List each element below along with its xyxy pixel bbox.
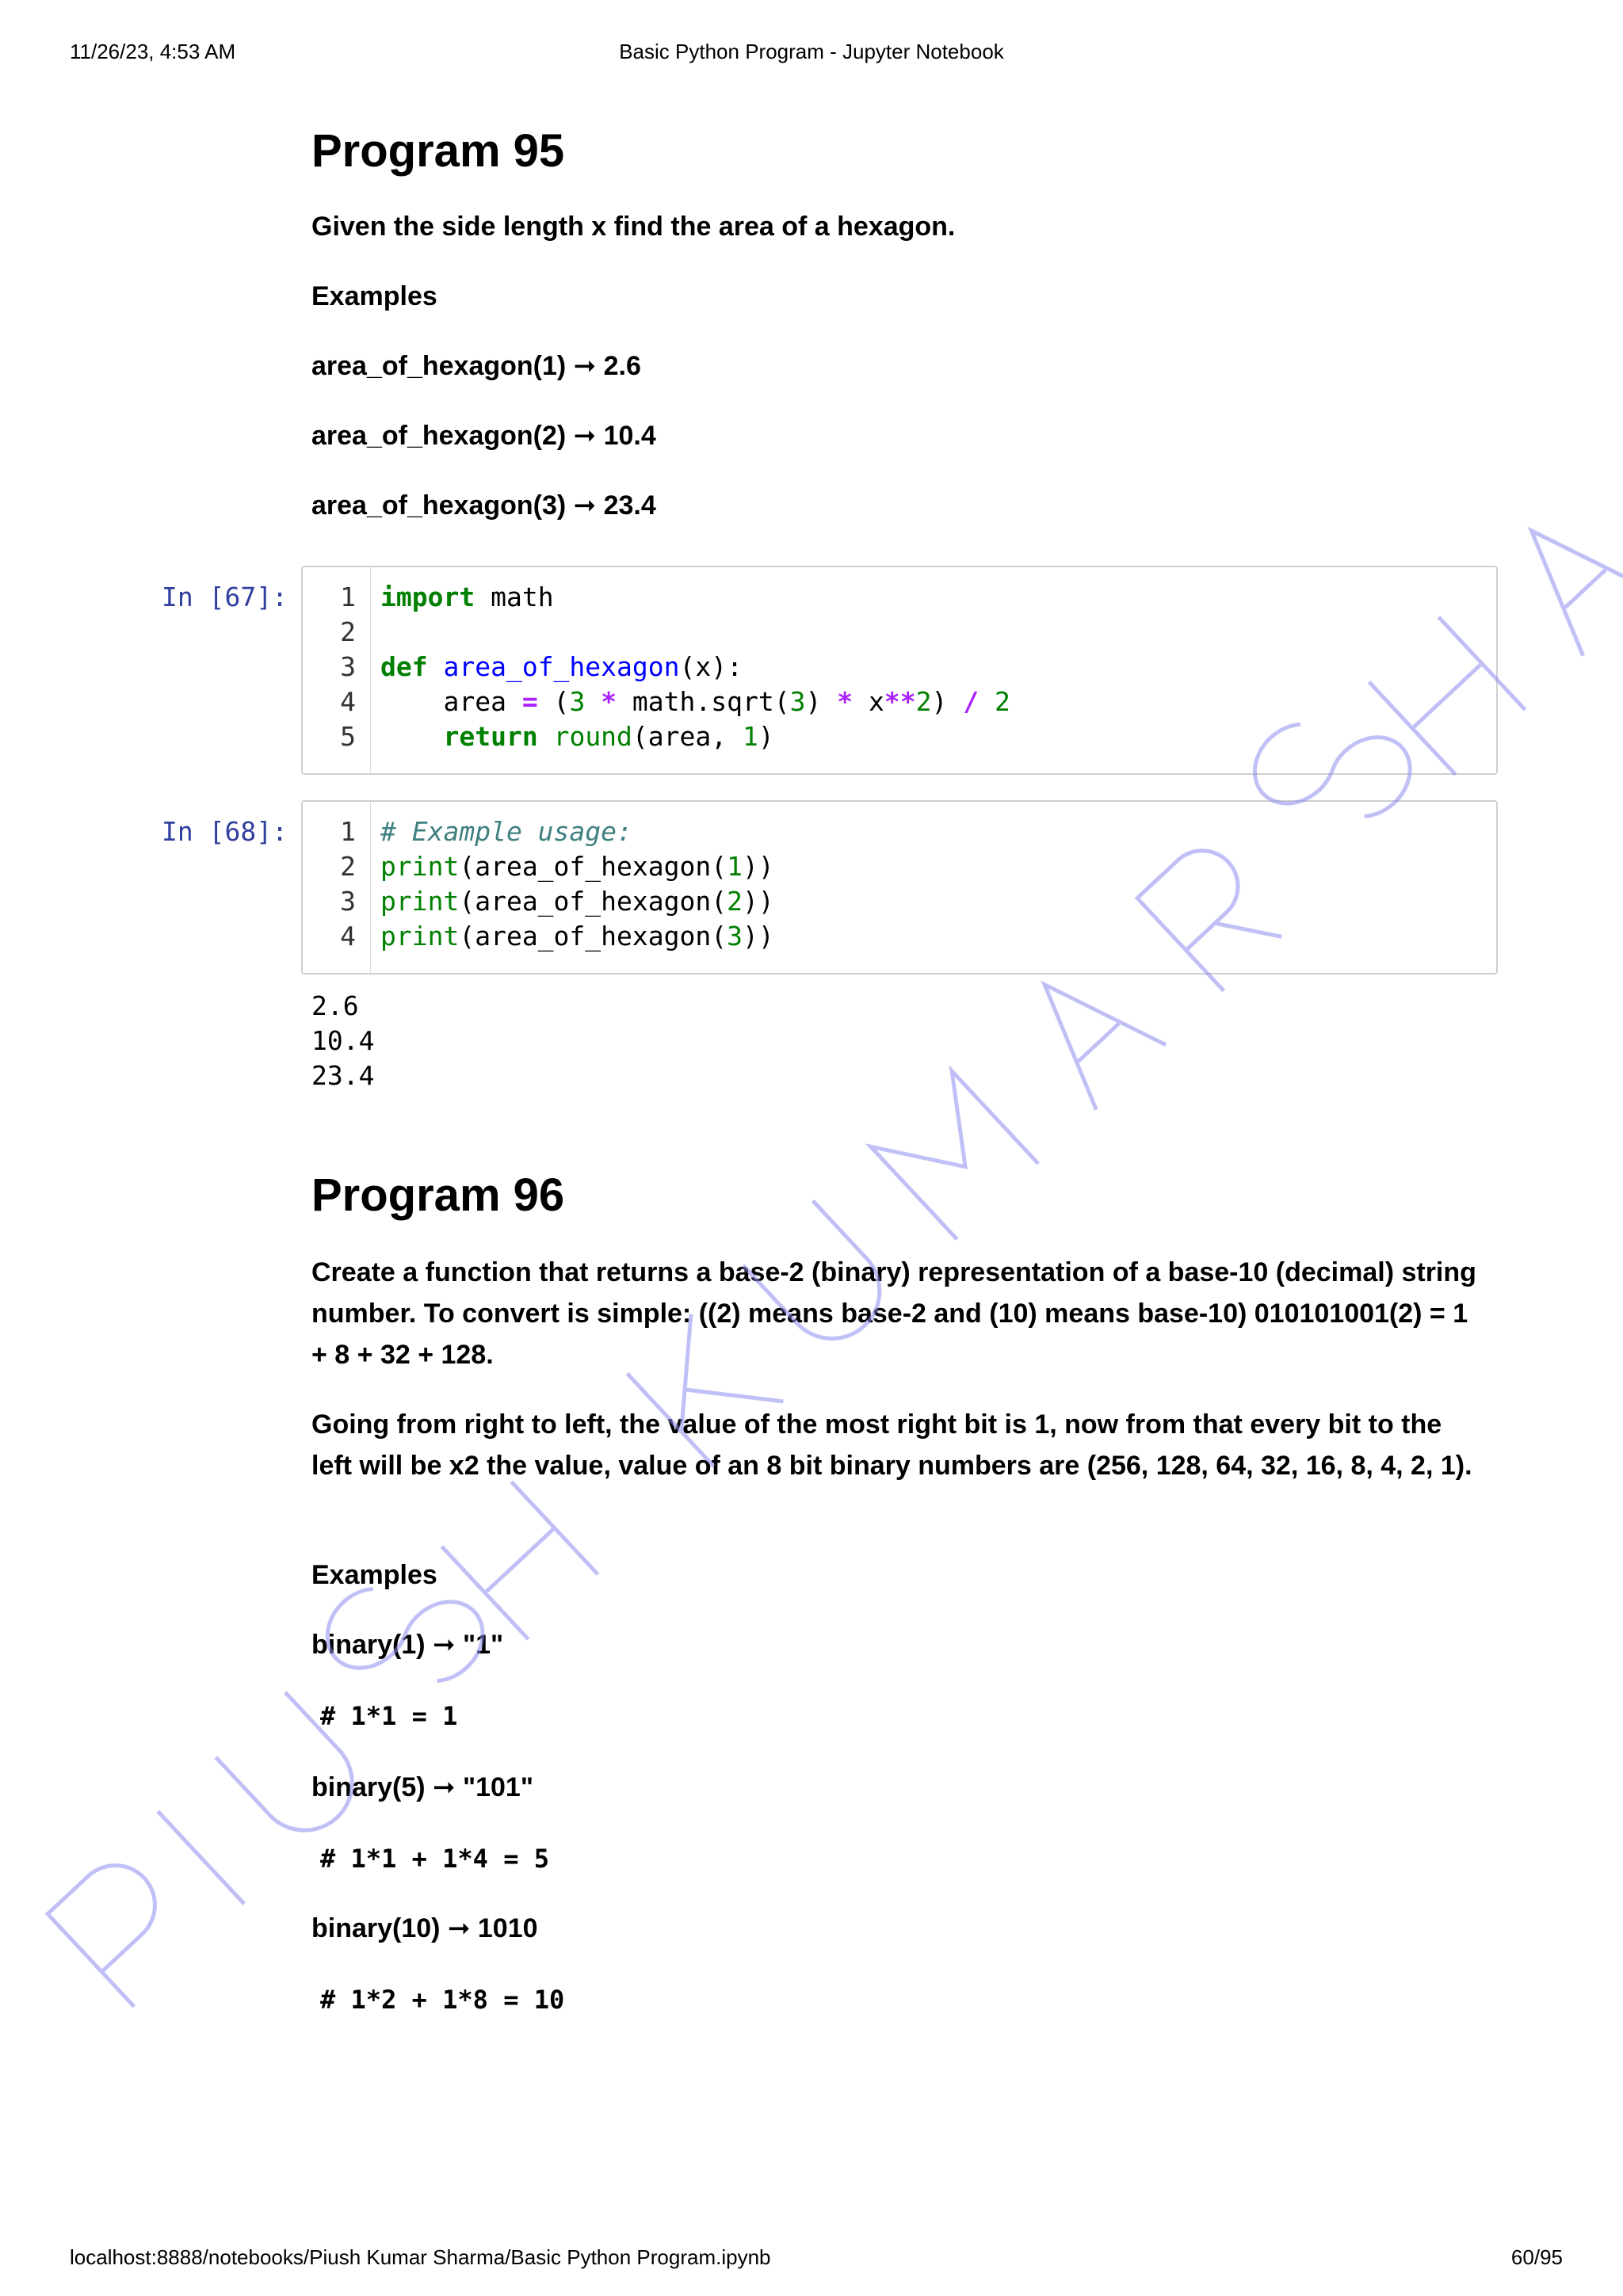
- print-page-url: localhost:8888/notebooks/Piush Kumar Sharma/Basic Python Program.ipynb: [70, 2245, 771, 2269]
- cell-68-prompt: In [68]:: [162, 816, 288, 847]
- program-96-examples-label: Examples: [311, 1560, 437, 1590]
- program-96-comment-3: # 1*2 + 1*8 = 10: [320, 1985, 565, 2015]
- line-number: 1: [340, 816, 356, 847]
- program-95-section: [311, 125, 1500, 177]
- program-95-description: Given the side length x find the area of a hexagon.: [311, 212, 956, 242]
- code-line: def area_of_hexagon(x):: [380, 651, 743, 682]
- cell-67-prompt: In [67]:: [162, 582, 288, 612]
- code-line: print(area_of_hexagon(3)): [380, 921, 774, 952]
- program-95-examples-label: Examples: [311, 281, 437, 311]
- line-number: 1: [340, 582, 356, 612]
- line-number-gutter: [303, 802, 371, 973]
- line-number: 4: [340, 921, 356, 952]
- print-page-title: Basic Python Program - Jupyter Notebook: [619, 40, 1004, 63]
- output-line: 10.4: [311, 1025, 375, 1056]
- code-line: import math: [380, 582, 554, 612]
- print-datetime: 11/26/23, 4:53 AM: [70, 40, 236, 63]
- program-95-heading: Program 95: [311, 125, 565, 177]
- output-line: 2.6: [311, 990, 359, 1021]
- code-cell-67[interactable]: [301, 566, 1498, 775]
- output-line: 23.4: [311, 1060, 375, 1091]
- line-number: 3: [340, 651, 356, 682]
- code-line: area = (3 * math.sqrt(3) * x**2) / 2: [380, 686, 1010, 717]
- program-96-heading: Program 96: [311, 1169, 565, 1221]
- code-line: print(area_of_hexagon(1)): [380, 851, 774, 882]
- line-number: 3: [340, 886, 356, 917]
- program-96-paragraph-1: Create a function that returns a base-2 (binary) representation of a base-10 (decimal) string number. To convert is simple: ((2) means base-2 and (10) means base-10) 010101001(2) = 1 + 8 + 32 + 128.: [311, 1257, 1476, 1370]
- line-number: 5: [340, 721, 356, 752]
- print-page-number: 60/95: [1510, 2245, 1563, 2269]
- code-line: return round(area, 1): [443, 721, 774, 752]
- line-number: 4: [340, 686, 356, 717]
- code-line: # Example usage:: [380, 816, 632, 847]
- line-number: 2: [340, 616, 356, 647]
- line-number: 2: [340, 851, 356, 882]
- line-number-gutter: [303, 567, 371, 773]
- program-96-comment-2: # 1*1 + 1*4 = 5: [320, 1844, 549, 1874]
- code-line: print(area_of_hexagon(2)): [380, 886, 774, 917]
- program-96-section: [311, 1169, 1500, 1221]
- program-96-example-3: binary(10) ➞ 1010: [311, 1913, 538, 1943]
- program-96-example-1: binary(1) ➞ "1": [311, 1630, 504, 1660]
- program-95-example-1: area_of_hexagon(1) ➞ 2.6: [311, 351, 641, 381]
- code-cell-68[interactable]: [301, 800, 1498, 974]
- program-95-example-3: area_of_hexagon(3) ➞ 23.4: [311, 490, 656, 521]
- program-96-example-2: binary(5) ➞ "101": [311, 1772, 533, 1802]
- program-95-example-2: area_of_hexagon(2) ➞ 10.4: [311, 421, 656, 451]
- program-96-comment-1: # 1*1 = 1: [320, 1701, 458, 1731]
- code-editor[interactable]: [371, 802, 774, 973]
- program-96-paragraph-2: Going from right to left, the value of the most right bit is 1, now from that every bit to the left will be x2 the value, value of an 8 bit binary numbers are (256, 128, 64, 32, 16, 8, 4, 2, 1).: [311, 1409, 1472, 1481]
- code-line: [380, 615, 1010, 650]
- code-editor[interactable]: [371, 567, 1010, 773]
- cell-68-output: [311, 989, 374, 1093]
